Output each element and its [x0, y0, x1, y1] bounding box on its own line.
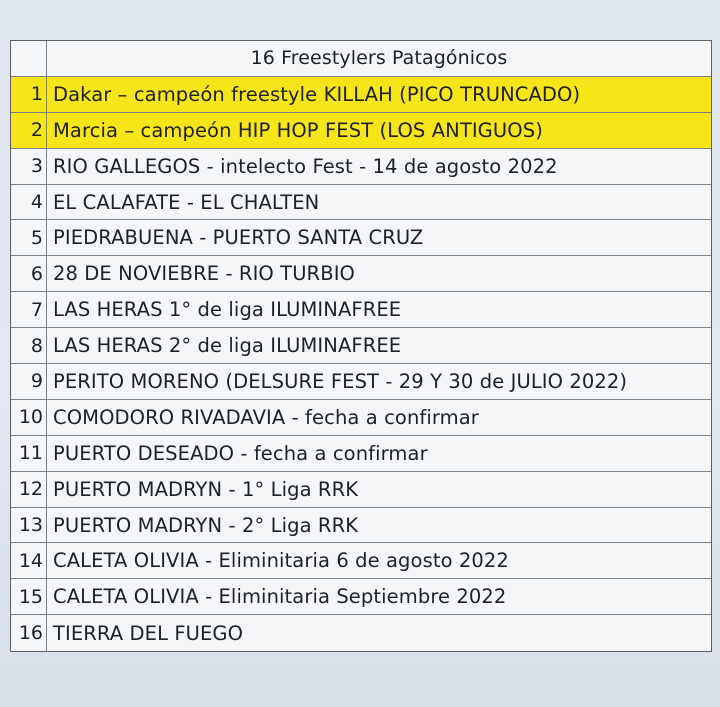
- table-header-row: [11, 41, 711, 77]
- table-row: [11, 615, 711, 651]
- row-text: Marcia – campeón HIP HOP FEST (LOS ANTIGUOS): [53, 118, 543, 142]
- row-text: 28 DE NOVIEBRE - RIO TURBIO: [53, 262, 355, 286]
- table-row: [11, 185, 711, 221]
- row-text: PUERTO MADRYN - 2° Liga RRK: [53, 513, 359, 537]
- table-row: [11, 328, 711, 364]
- row-text: Dakar – campeón freestyle KILLAH (PICO TRUNCADO): [53, 82, 581, 106]
- row-text: CALETA OLIVIA - Eliminitaria 6 de agosto 2022: [53, 549, 509, 573]
- row-number: 14: [11, 543, 47, 578]
- row-text: TIERRA DEL FUEGO: [53, 621, 244, 645]
- table-row: [11, 436, 711, 472]
- table-title: 16 Freestylers Patagónicos: [250, 47, 508, 70]
- row-number: 3: [11, 149, 47, 184]
- row-text: CALETA OLIVIA - Eliminitaria Septiembre 2022: [53, 585, 507, 609]
- row-number: 12: [11, 472, 47, 507]
- table-row: [11, 113, 711, 149]
- header-num-cell: [11, 41, 47, 76]
- row-number: 1: [11, 77, 47, 112]
- row-number: 11: [11, 436, 47, 471]
- table-row: [11, 579, 711, 615]
- row-text: PERITO MORENO (DELSURE FEST - 29 Y 30 de JULIO 2022): [53, 369, 628, 393]
- row-text: LAS HERAS 1° de liga ILUMINAFREE: [53, 298, 402, 322]
- row-number: 8: [11, 328, 47, 363]
- row-text: RIO GALLEGOS - intelecto Fest - 14 de agosto 2022: [53, 154, 558, 178]
- table-row: [11, 77, 711, 113]
- row-number: 15: [11, 579, 47, 614]
- row-text: LAS HERAS 2° de liga ILUMINAFREE: [53, 334, 402, 358]
- row-number: 9: [11, 364, 47, 399]
- table-row: [11, 292, 711, 328]
- row-number: 2: [11, 113, 47, 148]
- row-text: PUERTO DESEADO - fecha a confirmar: [53, 441, 428, 465]
- row-number: 7: [11, 292, 47, 327]
- freestylers-table: [10, 40, 712, 652]
- row-number: 10: [11, 400, 47, 435]
- table-row: [11, 508, 711, 544]
- row-text: COMODORO RIVADAVIA - fecha a confirmar: [53, 405, 479, 429]
- table-row: [11, 220, 711, 256]
- table-row: [11, 364, 711, 400]
- table-row: [11, 472, 711, 508]
- table-row: [11, 543, 711, 579]
- table-row: [11, 256, 711, 292]
- row-number: 6: [11, 256, 47, 291]
- table-row: [11, 400, 711, 436]
- row-number: 16: [11, 615, 47, 651]
- row-number: 13: [11, 508, 47, 543]
- row-number: 4: [11, 185, 47, 220]
- row-text: PIEDRABUENA - PUERTO SANTA CRUZ: [53, 226, 424, 250]
- row-number: 5: [11, 220, 47, 255]
- row-text: PUERTO MADRYN - 1° Liga RRK: [53, 477, 359, 501]
- table-row: [11, 149, 711, 185]
- row-text: EL CALAFATE - EL CHALTEN: [53, 190, 320, 214]
